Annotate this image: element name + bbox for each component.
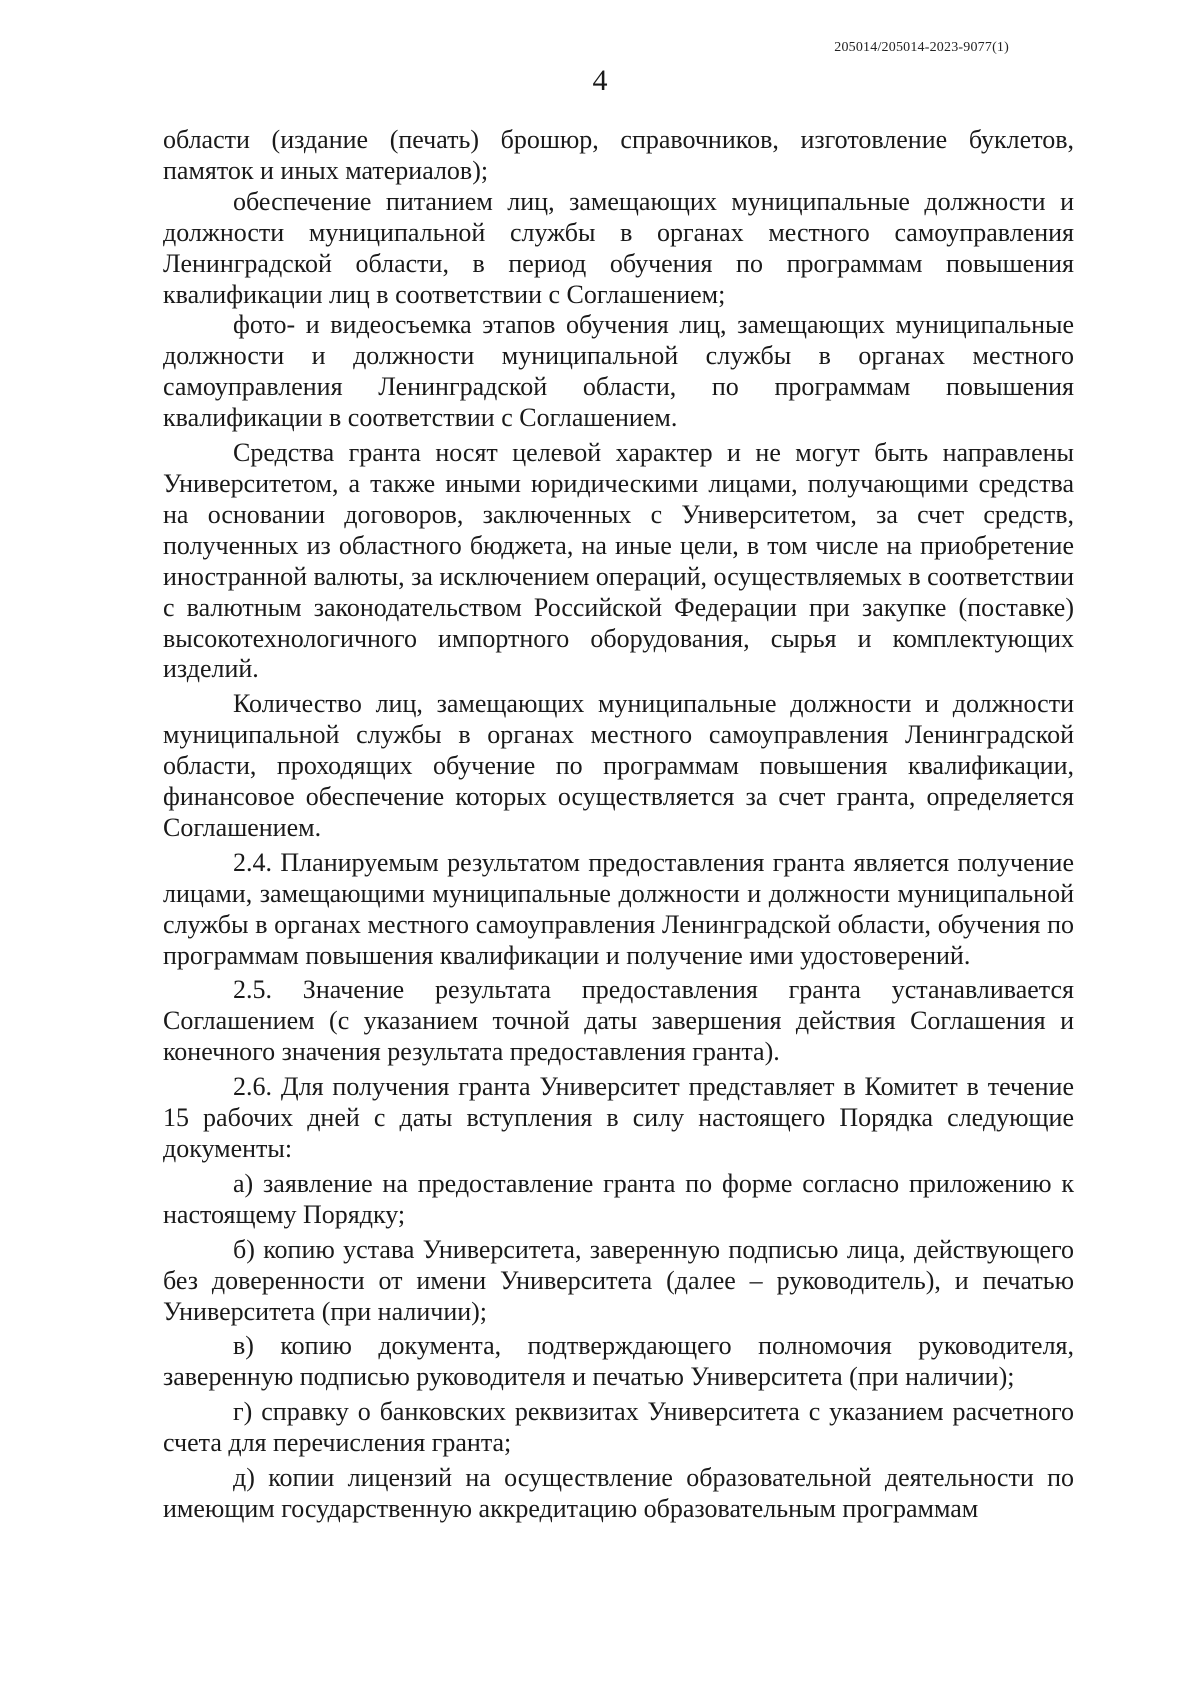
paragraph-grant-purpose: Средства гранта носят целевой характер и не могут быть направлены Университетом, а также иными юридическими лицами, получающими средства на основании договоров, заключенных с Университетом, за счет средств, полученных из областного бюджета, на иные цели, в том числе на приобретение иностранной валюты, за исключением операций, осуществляемых в соответствии с валютным законодательством Российской Федерации при закупке (поставке) высокотехнологичного импортного оборудования, сырья и комплектующих изделий. xyxy=(163,438,1075,684)
list-item-g-bank-details: г) справку о банковских реквизитах Университета с указанием расчетного счета для перечисления гранта; xyxy=(163,1397,1074,1458)
paragraph-photo-video: фото- и видеосъемка этапов обучения лиц, замещающих муниципальные должности и должности муниципальной службы в органах местного самоуправления Ленинградской области, по программам повышения квалификации в соответствии с Соглашением. xyxy=(163,310,1074,433)
list-item-a-application: а) заявление на предоставление гранта по форме согласно приложению к настоящему Порядку; xyxy=(163,1168,1074,1229)
list-item-b-charter-copy: б) копию устава Университета, заверенную подписью лица, действующего без доверенности от имени Университета (далее – руководитель), и печатью Университета (при наличии); xyxy=(163,1234,1074,1326)
document-registration-number: 205014/205014-2023-9077(1) xyxy=(834,40,1009,55)
page-number: 4 xyxy=(592,64,608,97)
paragraph-2-4-planned-result: 2.4. Планируемым результатом предоставления гранта является получение лицами, замещающими муниципальные должности и должности муниципальной службы в органах местного самоуправления Ленинградской области, обучения по программам повышения квалификации и получение ими удостоверений. xyxy=(163,847,1074,970)
list-item-d-licenses: д) копии лицензий на осуществление образовательной деятельности по имеющим государственную аккредитацию образовательным программам xyxy=(163,1463,1074,1523)
document-body xyxy=(163,125,1074,1525)
paragraph-2-6-required-documents: 2.6. Для получения гранта Университет представляет в Комитет в течение 15 рабочих дней с даты вступления в силу настоящего Порядка следующие документы: xyxy=(163,1072,1074,1163)
paragraph-catering: обеспечение питанием лиц, замещающих муниципальные должности и должности муниципальной службы в органах местного самоуправления Ленинградской области, в период обучения по программам повышения квалификации лиц в соответствии с Соглашением; xyxy=(163,186,1074,309)
paragraph-2-5-result-value: 2.5. Значение результата предоставления гранта устанавливается Соглашением (с указанием точной даты завершения действия Соглашения и конечного значения результата предоставления гранта). xyxy=(163,975,1074,1067)
paragraph-materials-continuation: области (издание (печать) брошюр, справочников, изготовление буклетов, памяток и иных материалов); xyxy=(163,125,1074,185)
list-item-v-authority-document: в) копию документа, подтверждающего полномочия руководителя, заверенную подписью руководителя и печатью Университета (при наличии); xyxy=(163,1331,1074,1392)
paragraph-trainee-count: Количество лиц, замещающих муниципальные должности и должности муниципальной службы в органах местного самоуправления Ленинградской области, проходящих обучение по программам повышения квалификации, финансовое обеспечение которых осуществляется за счет гранта, определяется Соглашением. xyxy=(163,689,1074,842)
